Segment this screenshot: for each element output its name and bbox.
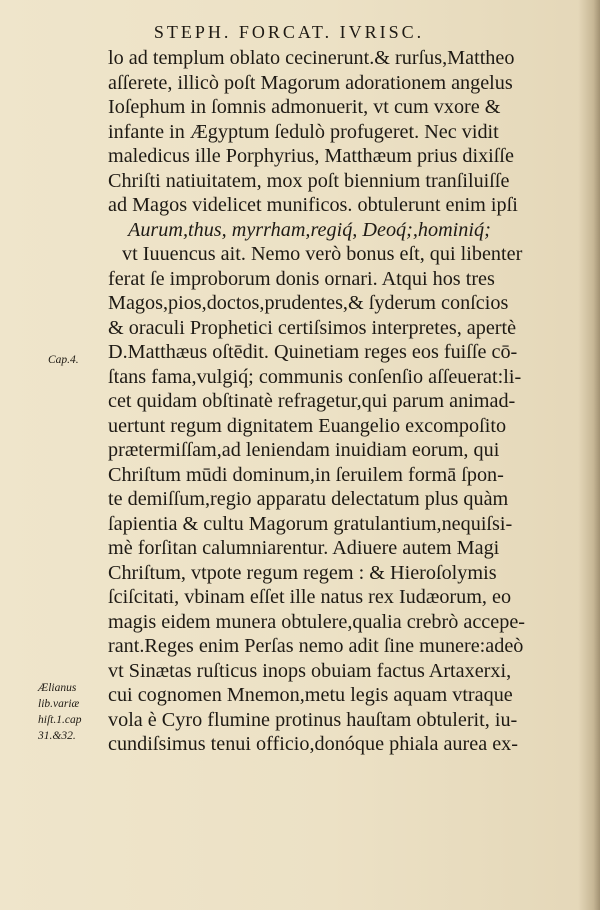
text-line: maledicus ille Porphyrius, Matthæum prius dixiſſe	[108, 145, 514, 167]
margin-note-cap: Cap.4.	[48, 354, 79, 366]
text-line: & oraculi Prophetici certiſsimos interpretes, apertè	[108, 316, 517, 339]
body-text	[108, 46, 578, 757]
verse-quotation-line: Aurum,thus, myrrham,regiq́, Deoq́;,hominiq́;	[128, 218, 491, 241]
text-line: ſtans fama,vulgiq́; communis conſenſio aſſeuerat:li-	[108, 365, 522, 388]
text-line: rant.Reges enim Perſas nemo adit ſine munere:adeò	[108, 635, 524, 657]
text-line: te demiſſum,regio apparatu delectatum plus quàm	[108, 488, 509, 510]
margin-note-line: Ælianus	[38, 682, 77, 694]
text-line: aſſerete, illicò poſt Magorum adorationem angelus	[108, 71, 513, 94]
text-line: lo ad templum oblato cecinerunt.& rurſus,Mattheo	[108, 47, 515, 69]
text-line: magis eidem munera obtulere,qualia crebrò accepe-	[108, 610, 525, 633]
text-line: vt Sinætas ruſticus inops obuiam factus Artaxerxi,	[108, 659, 512, 682]
text-line: vt Iuuencus ait. Nemo verò bonus eſt, qui libenter	[122, 243, 523, 265]
text-line: ad Magos videlicet munificos. obtulerunt enim ipſi	[108, 194, 518, 216]
page-edge-shadow	[578, 0, 600, 910]
text-line: ſapientia & cultu Magorum gratulantium,nequiſsi-	[108, 512, 513, 535]
margin-note-line: 31.&32.	[38, 730, 76, 742]
text-line: Chriſti natiuitatem, mox poſt biennium tranſiluiſſe	[108, 169, 510, 192]
text-line: Chriſtum mūdi dominum,in ſeruilem formā ſpon-	[108, 463, 504, 486]
margin-note-line: lib.variæ	[38, 698, 80, 710]
margin-note-line: hiſt.1.cap	[38, 714, 82, 726]
text-line: Ioſephum in ſomnis admonuerit, vt cum vxore &	[108, 96, 501, 118]
margin-note-aelian	[38, 680, 81, 744]
text-line: D.Matthæus oſtēdit. Quinetiam reges eos fuiſſe cō-	[108, 341, 518, 363]
text-line: ſciſcitati, vbinam eſſet ille natus rex Iudæorum, eo	[108, 586, 512, 608]
text-line: cui cognomen Mnemon,metu legis aquam vtraque	[108, 684, 513, 706]
text-line: ferat ſe improborum donis ornari. Atqui hos tres	[108, 267, 495, 290]
text-line: Magos,pios,doctos,prudentes,& ſyderum conſcios	[108, 292, 509, 314]
text-line: mè forſitan calumniarentur. Adiuere autem Magi	[108, 537, 500, 559]
running-header: STEPH. FORCAT. IVRISC.	[153, 22, 425, 42]
text-line: Chriſtum, vtpote regum regem : & Hieroſolymis	[108, 561, 497, 584]
text-line: cundiſsimus tenui officio,donóque phiala aurea ex-	[108, 733, 518, 755]
text-line: infante in Ægyptum ſedulò profugeret. Nec vidit	[108, 120, 499, 143]
text-line: uertunt regum dignitatem Euangelio excompoſito	[108, 414, 507, 437]
text-line: vola è Cyro flumine protinus hauſtam obtulerit, iu-	[108, 708, 518, 731]
text-line: prætermiſſam,ad leniendam inuidiam eorum, qui	[108, 439, 500, 461]
text-line: cet quidam obſtinatè refragetur,qui parum animad-	[108, 390, 516, 412]
